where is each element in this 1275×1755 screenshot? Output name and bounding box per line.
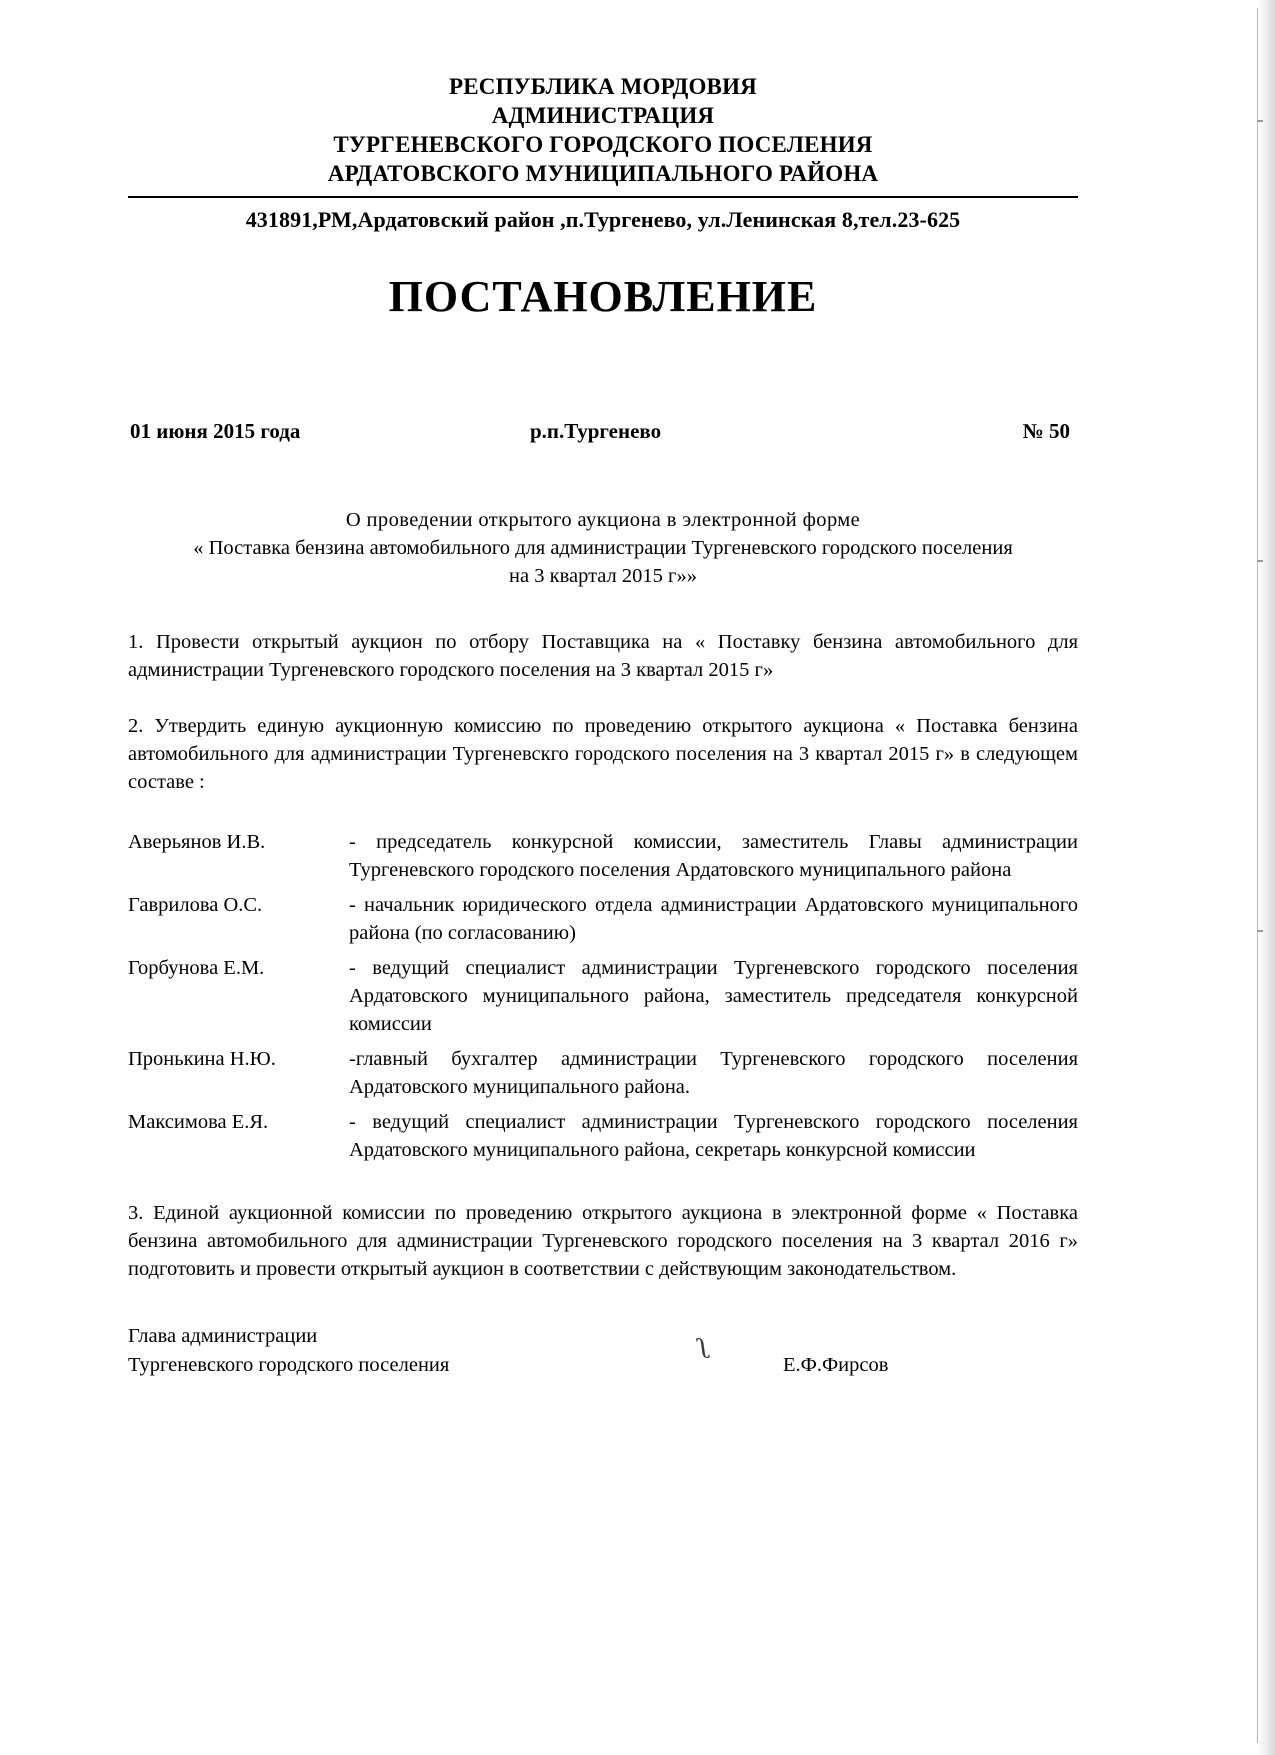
subject-line-2: « Поставка бензина автомобильного для администрации Тургеневского городского поселения — [193, 537, 1013, 559]
signatory-name: Е.Ф.Фирсов — [783, 1354, 889, 1376]
paragraph-2: 2. Утвердить единую аукционную комиссию по проведению открытого аукциона « Поставка бензина автомобильного для администрации Тургеневскго городского поселения на 3 квартал 2015 г» в следующем составе : — [128, 715, 1078, 793]
page-edge-tick — [1257, 930, 1263, 932]
subject-line-1: О проведении открытого аукциона в электронной форме — [345, 509, 861, 531]
commission-member-role: - начальник юридического отдела администрации Ардатовского муниципального района (по согласованию) — [349, 894, 1078, 944]
document-meta — [128, 419, 1078, 444]
document-date: 01 июня 2015 года — [130, 419, 301, 443]
commission-member-role: - ведущий специалист администрации Тургеневского городского поселения Ардатовского муниципального района, заместитель председателя конкурсной комиссии — [349, 957, 1078, 1035]
document-subject — [128, 506, 1078, 590]
subject-line-3: на 3 квартал 2015 г»» — [509, 565, 697, 587]
paragraph-1: 1. Провести открытый аукцион по отбору Поставщика на « Поставку бензина автомобильного для администрации Тургеневского городского поселения на 3 квартал 2015 г» — [128, 631, 1078, 681]
page-edge-tick — [1257, 120, 1263, 122]
signatory-position — [128, 1322, 449, 1380]
letterhead-line-1: РЕСПУБЛИКА МОРДОВИЯ — [448, 74, 757, 99]
table-row — [128, 954, 1078, 1045]
address-line: 431891,РМ,Ардатовский район ,п.Тургенево, ул.Ленинская 8,тел.23-625 — [245, 207, 961, 232]
commission-member-name: Максимова Е.Я. — [128, 1111, 269, 1133]
table-row — [128, 1108, 1078, 1171]
document-place: р.п.Тургенево — [530, 419, 662, 443]
table-row — [128, 891, 1078, 954]
table-row — [128, 828, 1078, 891]
table-row — [128, 1045, 1078, 1108]
document-number: № 50 — [1022, 419, 1070, 443]
commission-member-role: - председатель конкурсной комиссии, заместитель Главы администрации Тургеневского городского поселения Ардатовского муниципального района — [349, 831, 1078, 881]
page-edge-tick — [1257, 560, 1263, 562]
handwritten-signature-mark: ʅ — [695, 1331, 714, 1366]
signature-block — [128, 1322, 1078, 1380]
commission-member-role: -главный бухгалтер администрации Тургеневского городского поселения Ардатовского муниципального района. — [349, 1048, 1078, 1098]
document-title: ПОСТАНОВЛЕНИЕ — [388, 272, 818, 321]
commission-member-name: Гаврилова О.С. — [128, 894, 263, 916]
commission-member-name: Горбунова Е.М. — [128, 957, 265, 979]
signatory-position-line-2: Тургеневского городского поселения — [128, 1354, 450, 1376]
page-edge-line — [1257, 8, 1258, 1743]
address-block — [128, 196, 1078, 233]
document-content — [128, 0, 1078, 1283]
letterhead-line-3: ТУРГЕНЕВСКОГО ГОРОДСКОГО ПОСЕЛЕНИЯ — [333, 132, 873, 157]
commission-member-name: Пронькина Н.Ю. — [128, 1048, 276, 1070]
commission-table — [128, 828, 1078, 1171]
letterhead-line-4: АРДАТОВСКОГО МУНИЦИПАЛЬНОГО РАЙОНА — [327, 161, 879, 186]
paragraph-3: 3. Единой аукционной комиссии по проведению открытого аукциона в электронной форме « Поставка бензина автомобильного для администрации Тургеневского городского поселения на 3 квартал 2016 г» подготовить и провести открытый аукцион в соответствии с действующим законодательством. — [128, 1202, 1078, 1280]
page-edge-shadow — [1257, 0, 1275, 1755]
commission-member-role: - ведущий специалист администрации Тургеневского городского поселения Ардатовского муниципального района, секретарь конкурсной комиссии — [349, 1111, 1078, 1161]
signatory-position-line-1: Глава администрации — [128, 1325, 318, 1347]
letterhead-line-2: АДМИНИСТРАЦИЯ — [491, 103, 715, 128]
letterhead — [128, 0, 1078, 188]
commission-member-name: Аверьянов И.В. — [128, 831, 266, 853]
